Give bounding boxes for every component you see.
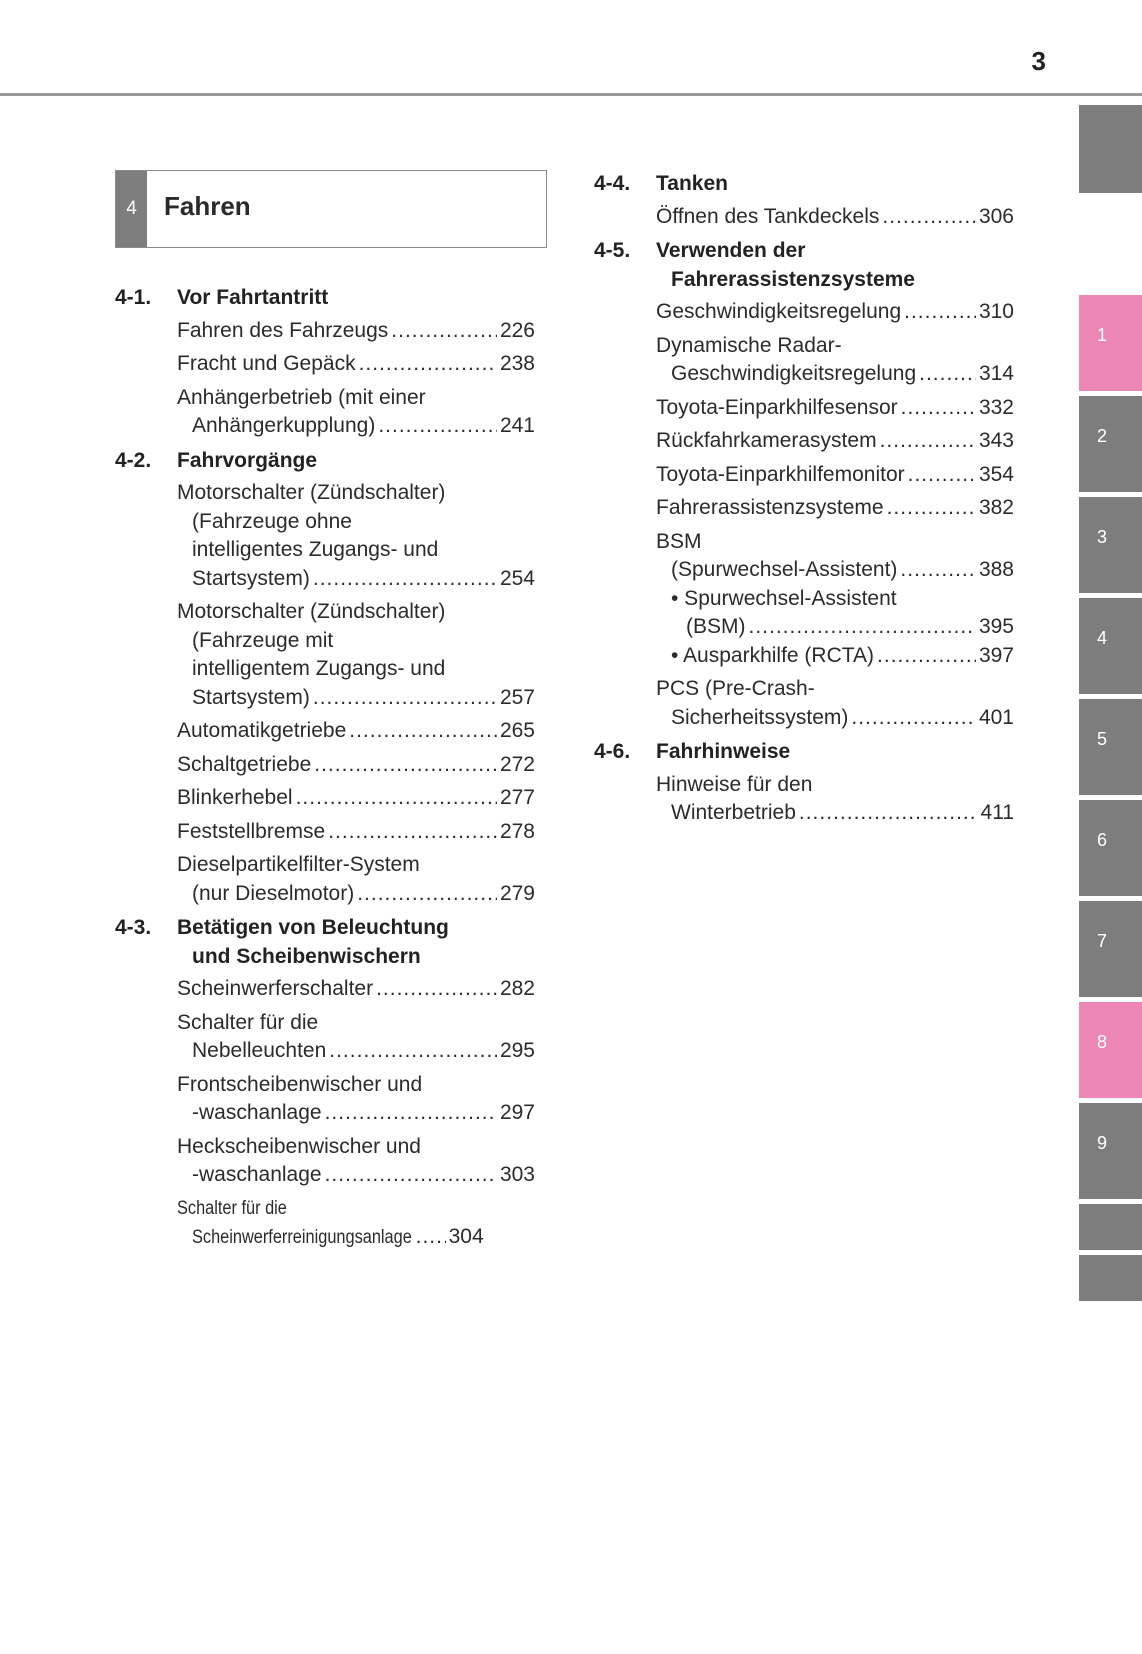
entry-page: 388 [978, 558, 1014, 581]
leader-dots [391, 317, 497, 346]
entry-page: 310 [978, 300, 1014, 323]
chapter-tab-8[interactable] [1079, 1002, 1142, 1098]
chapter-tab-label: 8 [1097, 1032, 1108, 1052]
leader-dots [313, 565, 497, 594]
toc-entry[interactable] [115, 751, 535, 780]
entry-title-line: intelligentem Zugangs- und [192, 657, 446, 680]
entry-page: 332 [978, 395, 1014, 419]
toc-entry[interactable] [115, 851, 535, 908]
chapter-tab-blank-1[interactable] [1079, 1204, 1142, 1250]
entry-title-line: BSM [656, 529, 702, 553]
entry-title: Rückfahrkamerasystem [656, 429, 877, 452]
entry-title-line: Dieselpartikelfilter-System [177, 853, 420, 876]
toc-entry[interactable] [115, 350, 535, 379]
leader-dots [349, 717, 497, 746]
entry-page: 279 [499, 881, 535, 905]
leader-dots [901, 394, 976, 423]
page-number: 3 [1031, 46, 1046, 76]
chapter-tab-5[interactable] [1079, 699, 1142, 795]
entry-title: Öffnen des Tankdeckels [656, 204, 880, 228]
leader-dots [296, 784, 497, 813]
section-number: 4-5. [594, 239, 631, 262]
section-number: 4-2. [115, 448, 152, 472]
entry-title-line: Anhängerbetrieb (mit einer [177, 385, 426, 409]
entry-page: 343 [978, 429, 1014, 452]
entry-page: 226 [499, 318, 535, 342]
entry-title: Nebelleuchten [192, 1039, 327, 1062]
chapter-tab-label: 2 [1097, 426, 1108, 446]
toc-entry[interactable] [594, 394, 1014, 423]
leader-dots [887, 494, 976, 523]
section-title: Betätigen von Beleuchtung [177, 916, 449, 939]
toc-section-4-6[interactable] [594, 738, 1014, 767]
entry-title: Fahrerassistenzsysteme [656, 496, 884, 519]
toc-entry[interactable] [115, 317, 535, 346]
entry-page: 303 [499, 1163, 535, 1186]
chapter-tab-label: 7 [1097, 931, 1108, 951]
entry-page: 401 [978, 705, 1014, 729]
entry-title: Anhängerkupplung) [192, 414, 376, 437]
entry-title-line: • Spurwechsel-Assistent [671, 586, 897, 610]
entry-title: -waschanlage [192, 1163, 322, 1186]
toc-section-4-5[interactable] [594, 237, 1014, 294]
leader-dots [904, 298, 976, 327]
chapter-tab-blank-2[interactable] [1079, 1255, 1142, 1301]
entry-title: Blinkerhebel [177, 786, 293, 809]
entry-title: Scheinwerferreinigungsanlage [192, 1227, 412, 1248]
leader-dots [877, 642, 976, 671]
toc-entry[interactable] [115, 1133, 535, 1190]
leader-dots [329, 1037, 497, 1066]
entry-title-line: (Fahrzeuge ohne [192, 509, 352, 533]
entry-title: (Spurwechsel-Assistent) [671, 558, 898, 581]
entry-title: Feststellbremse [177, 819, 326, 843]
section-number: 4-1. [115, 286, 152, 309]
section-number: 4-3. [115, 916, 152, 939]
entry-page: 411 [980, 801, 1014, 824]
entry-page: 254 [499, 566, 535, 590]
section-number: 4-6. [594, 740, 631, 763]
leader-dots [799, 799, 978, 828]
section-title: Fahrhinweise [656, 740, 791, 763]
entry-title: Fracht und Gepäck [177, 352, 356, 375]
entry-title-line: Heckscheibenwischer und [177, 1134, 421, 1158]
leader-dots [313, 684, 497, 713]
toc-entry[interactable] [115, 975, 535, 1004]
entry-page: 395 [978, 615, 1014, 638]
entry-title-line: Dynamische Radar- [656, 333, 842, 357]
toc-entry[interactable] [594, 675, 1014, 732]
chapter-tab-7[interactable] [1079, 901, 1142, 997]
entry-page: 354 [978, 462, 1014, 486]
section-title: Tanken [656, 172, 728, 195]
entry-page: 297 [499, 1101, 535, 1124]
toc-entry[interactable] [594, 771, 1014, 828]
entry-page: 282 [499, 977, 535, 1000]
toc-entry[interactable] [115, 818, 535, 847]
leader-dots [357, 880, 497, 909]
section-title: Vor Fahrtantritt [177, 286, 329, 309]
entry-title: Schaltgetriebe [177, 752, 312, 776]
entry-title-line: Schalter für die [177, 1010, 319, 1034]
entry-page: 304 [448, 1225, 484, 1248]
chapter-tab-label: 6 [1097, 830, 1108, 850]
toc-entry[interactable] [115, 1071, 535, 1128]
entry-title: Geschwindigkeitsregelung [671, 362, 917, 385]
toc-section-4-4[interactable] [594, 170, 1014, 199]
leader-dots [851, 704, 976, 733]
toc-section-4-1[interactable] [115, 284, 535, 313]
entry-title-line: PCS (Pre-Crash- [656, 677, 815, 700]
toc-entry[interactable] [115, 717, 535, 746]
entry-title-line: Schalter für die [177, 1197, 287, 1219]
chapter-tab-4[interactable] [1079, 598, 1142, 694]
entry-title-line: Motorschalter (Zündschalter) [177, 481, 446, 504]
chapter-tab-label: 5 [1097, 729, 1108, 749]
toc-section-4-2[interactable] [115, 447, 535, 476]
entry-title: Winterbetrieb [671, 801, 796, 824]
toc-entry[interactable] [594, 461, 1014, 490]
toc-entry[interactable] [115, 479, 535, 593]
entry-title: Sicherheitssystem) [671, 705, 849, 729]
leader-dots [919, 360, 976, 389]
toc-subentry[interactable] [594, 585, 1014, 642]
toc-left-column [115, 278, 535, 1258]
chapter-tab-9[interactable] [1079, 1103, 1142, 1199]
leader-dots [378, 412, 497, 441]
entry-title: (nur Dieselmotor) [192, 881, 355, 905]
entry-page: 314 [978, 362, 1014, 385]
header-rule [0, 93, 1142, 96]
leader-dots [328, 818, 497, 847]
leader-dots [314, 751, 497, 780]
entry-title-line: Hinweise für den [656, 772, 813, 796]
entry-title-line: Motorschalter (Zündschalter) [177, 600, 446, 623]
entry-title: Startsystem) [192, 685, 310, 709]
chapter-tab-label: 3 [1097, 527, 1108, 547]
chapter-tab-2[interactable] [1079, 396, 1142, 492]
leader-dots [325, 1161, 497, 1190]
entry-title-line: (Fahrzeuge mit [192, 628, 334, 652]
entry-title: Toyota-Einparkhilfemonitor [656, 462, 905, 486]
entry-page: 277 [499, 786, 535, 809]
entry-page: 306 [978, 204, 1014, 228]
entry-title: Fahren des Fahrzeugs [177, 318, 389, 342]
entry-title: Geschwindigkeitsregelung [656, 300, 902, 323]
entry-title: Startsystem) [192, 566, 310, 590]
chapter-tab-label: 9 [1097, 1133, 1108, 1153]
chapter-tab-3[interactable] [1079, 497, 1142, 593]
chapter-tab-label: 4 [1097, 628, 1108, 648]
entry-page: 238 [499, 352, 535, 375]
leader-dots [359, 350, 497, 379]
toc-entry[interactable] [115, 1195, 535, 1253]
chapter-number: 4 [116, 171, 147, 247]
entry-page: 241 [499, 414, 535, 437]
entry-page: 272 [499, 752, 535, 776]
entry-title: -waschanlage [192, 1101, 322, 1124]
toc-entry[interactable] [594, 332, 1014, 389]
chapter-tab-blank-top[interactable] [1079, 105, 1142, 193]
leader-dots [376, 975, 497, 1004]
chapter-tab-6[interactable] [1079, 800, 1142, 896]
section-title-line: und Scheibenwischern [192, 944, 421, 968]
chapter-tab-1[interactable] [1079, 295, 1142, 391]
entry-title: Toyota-Einparkhilfesensor [656, 395, 898, 419]
entry-page: 257 [499, 685, 535, 709]
section-title: Fahrvorgänge [177, 448, 318, 472]
toc-entry[interactable] [594, 427, 1014, 456]
toc-entry[interactable] [594, 528, 1014, 585]
leader-dots [416, 1223, 446, 1252]
leader-dots [900, 556, 976, 585]
chapter-title: Fahren [164, 191, 251, 221]
toc-entry[interactable] [594, 203, 1014, 232]
leader-dots [749, 613, 976, 642]
chapter-tab-label: 1 [1097, 325, 1108, 345]
leader-dots [908, 461, 976, 490]
toc-section-4-3[interactable] [115, 914, 535, 971]
entry-title: Automatikgetriebe [177, 719, 347, 742]
entry-title: • Ausparkhilfe (RCTA) [671, 643, 875, 667]
entry-page: 397 [978, 643, 1014, 667]
section-title-line: Fahrerassistenzsysteme [671, 267, 915, 291]
toc-right-column [594, 164, 1014, 833]
entry-page: 278 [499, 819, 535, 843]
toc-entry[interactable] [115, 784, 535, 813]
toc-entry[interactable] [115, 1009, 535, 1066]
section-number: 4-4. [594, 172, 631, 195]
chapter-header [115, 170, 547, 248]
toc-entry[interactable] [115, 384, 535, 441]
entry-page: 295 [499, 1039, 535, 1062]
leader-dots [880, 427, 976, 456]
section-title: Verwenden der [656, 239, 806, 262]
toc-entry[interactable] [115, 598, 535, 712]
toc-subentry[interactable] [594, 642, 1014, 671]
entry-page: 265 [499, 719, 535, 742]
toc-entry[interactable] [594, 494, 1014, 523]
entry-title-line: Frontscheibenwischer und [177, 1072, 423, 1096]
entry-title-line: intelligentes Zugangs- und [192, 538, 439, 561]
entry-title: (BSM) [686, 615, 746, 638]
entry-title: Scheinwerferschalter [177, 977, 374, 1000]
toc-entry[interactable] [594, 298, 1014, 327]
leader-dots [325, 1099, 497, 1128]
entry-page: 382 [978, 496, 1014, 519]
leader-dots [882, 203, 976, 232]
